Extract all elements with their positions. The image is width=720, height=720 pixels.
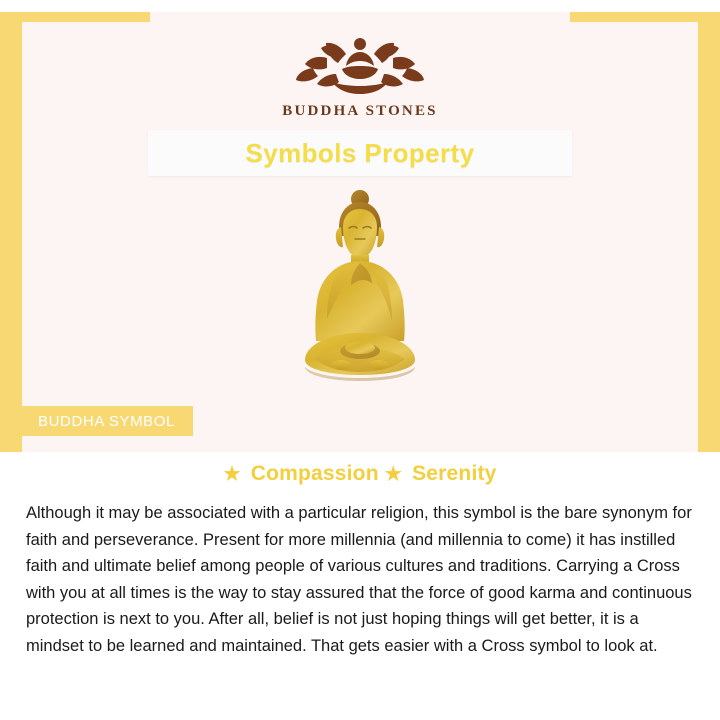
seated-buddha-statue-illustration	[255, 183, 465, 398]
symbol-tag-label: BUDDHA SYMBOL	[38, 412, 175, 430]
content-panel-right-edge	[698, 452, 720, 720]
star-icon-left: ★	[223, 464, 241, 485]
lotus-meditation-icon	[0, 24, 720, 99]
attributes-headline	[0, 462, 720, 486]
symbol-tag	[22, 406, 193, 436]
content-panel-left-edge	[0, 452, 22, 720]
title-banner	[148, 130, 572, 176]
frame-top-white-strip	[0, 0, 720, 12]
star-icon-right: ★	[384, 464, 403, 485]
brand-header	[0, 24, 720, 120]
attribute-compassion: Compassion	[250, 462, 379, 485]
attribute-serenity: Serenity	[412, 462, 497, 485]
buddha-illustration	[0, 180, 720, 400]
page-title: Symbols Property	[245, 137, 475, 168]
brand-name: BUDDHA STONES	[282, 103, 438, 119]
description-paragraph: Although it may be associated with a particular religion, this symbol is the bare synonym for faith and perseverance. Present for more millennia (and millennia to come) it has instilled faith and ultimate belief among people of various cultures and traditions. Carrying a Cross with you at all times is the way to stay assured that the force of good karma and continuous protection is next to you. After all, belief is not just hoping things will get better, it is a mindset to be learned and maintained. That gets easier with a Cross symbol to look at.	[26, 504, 692, 655]
